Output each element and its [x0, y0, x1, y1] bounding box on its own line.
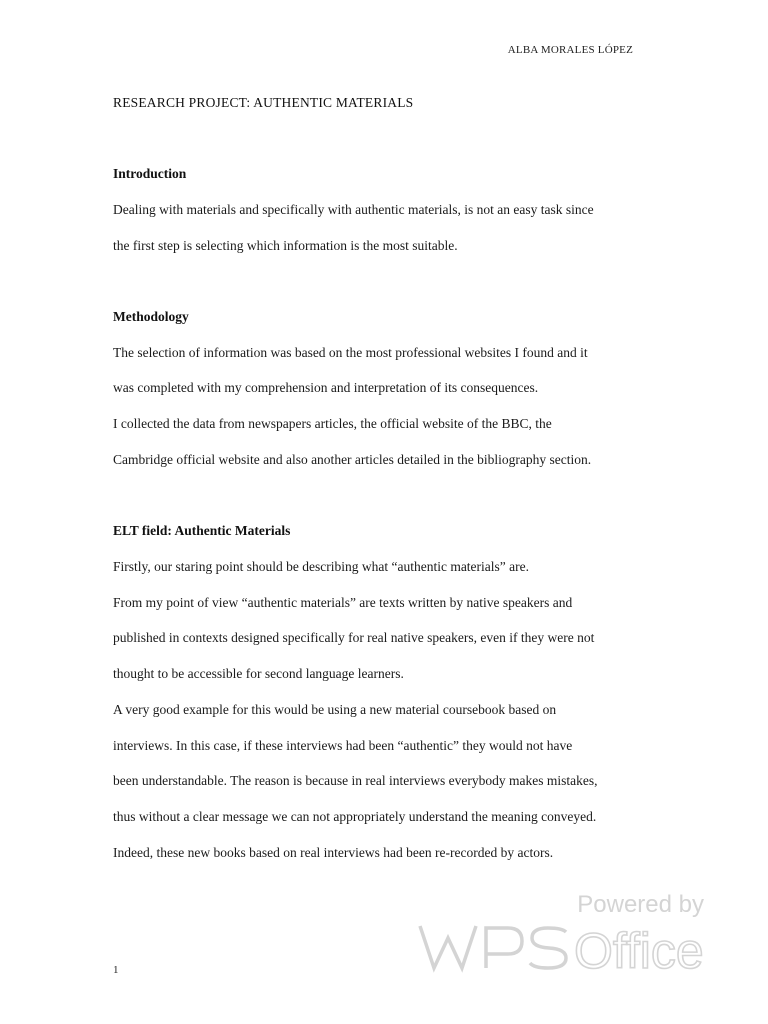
paragraph-line: interviews. In this case, if these interviews had been “authentic” they would not have	[113, 738, 573, 753]
paragraph-line: I collected the data from newspapers articles, the official website of the BBC, the	[113, 416, 552, 431]
paragraph-line: The selection of information was based on the most professional websites I found and it	[113, 345, 588, 360]
wps-office-watermark-logo	[416, 884, 706, 974]
paragraph-line: been understandable. The reason is because in real interviews everybody makes mistakes,	[113, 773, 598, 788]
paragraph-line: From my point of view “authentic materials” are texts written by native speakers and	[113, 595, 573, 610]
section-heading-methodology: Methodology	[113, 309, 189, 324]
paragraph-line: Firstly, our staring point should be describing what “authentic materials” are.	[113, 559, 530, 574]
svg-text:Powered by: Powered by	[577, 891, 704, 918]
paragraph-line: was completed with my comprehension and interpretation of its consequences.	[113, 380, 539, 395]
page-number: 1	[113, 964, 119, 976]
paragraph-line: thought to be accessible for second language learners.	[113, 666, 404, 681]
svg-text:Office: Office	[574, 923, 704, 974]
paragraph-line: thus without a clear message we can not appropriately understand the meaning conveyed.	[113, 809, 597, 824]
section-heading-introduction: Introduction	[113, 166, 187, 181]
author-header: ALBA MORALES LÓPEZ	[507, 44, 633, 56]
document-title: RESEARCH PROJECT: AUTHENTIC MATERIALS	[113, 95, 414, 110]
paragraph-line: Cambridge official website and also another articles detailed in the bibliography section.	[113, 452, 592, 467]
paragraph-line: Dealing with materials and specifically with authentic materials, is not an easy task since	[113, 202, 594, 217]
paragraph-line: the first step is selecting which information is the most suitable.	[113, 238, 458, 253]
paragraph-line: published in contexts designed specifically for real native speakers, even if they were not	[113, 630, 595, 645]
paragraph-line: Indeed, these new books based on real interviews had been re-recorded by actors.	[113, 845, 554, 860]
section-heading-elt: ELT field: Authentic Materials	[113, 523, 291, 538]
paragraph-line: A very good example for this would be using a new material coursebook based on	[113, 702, 557, 717]
